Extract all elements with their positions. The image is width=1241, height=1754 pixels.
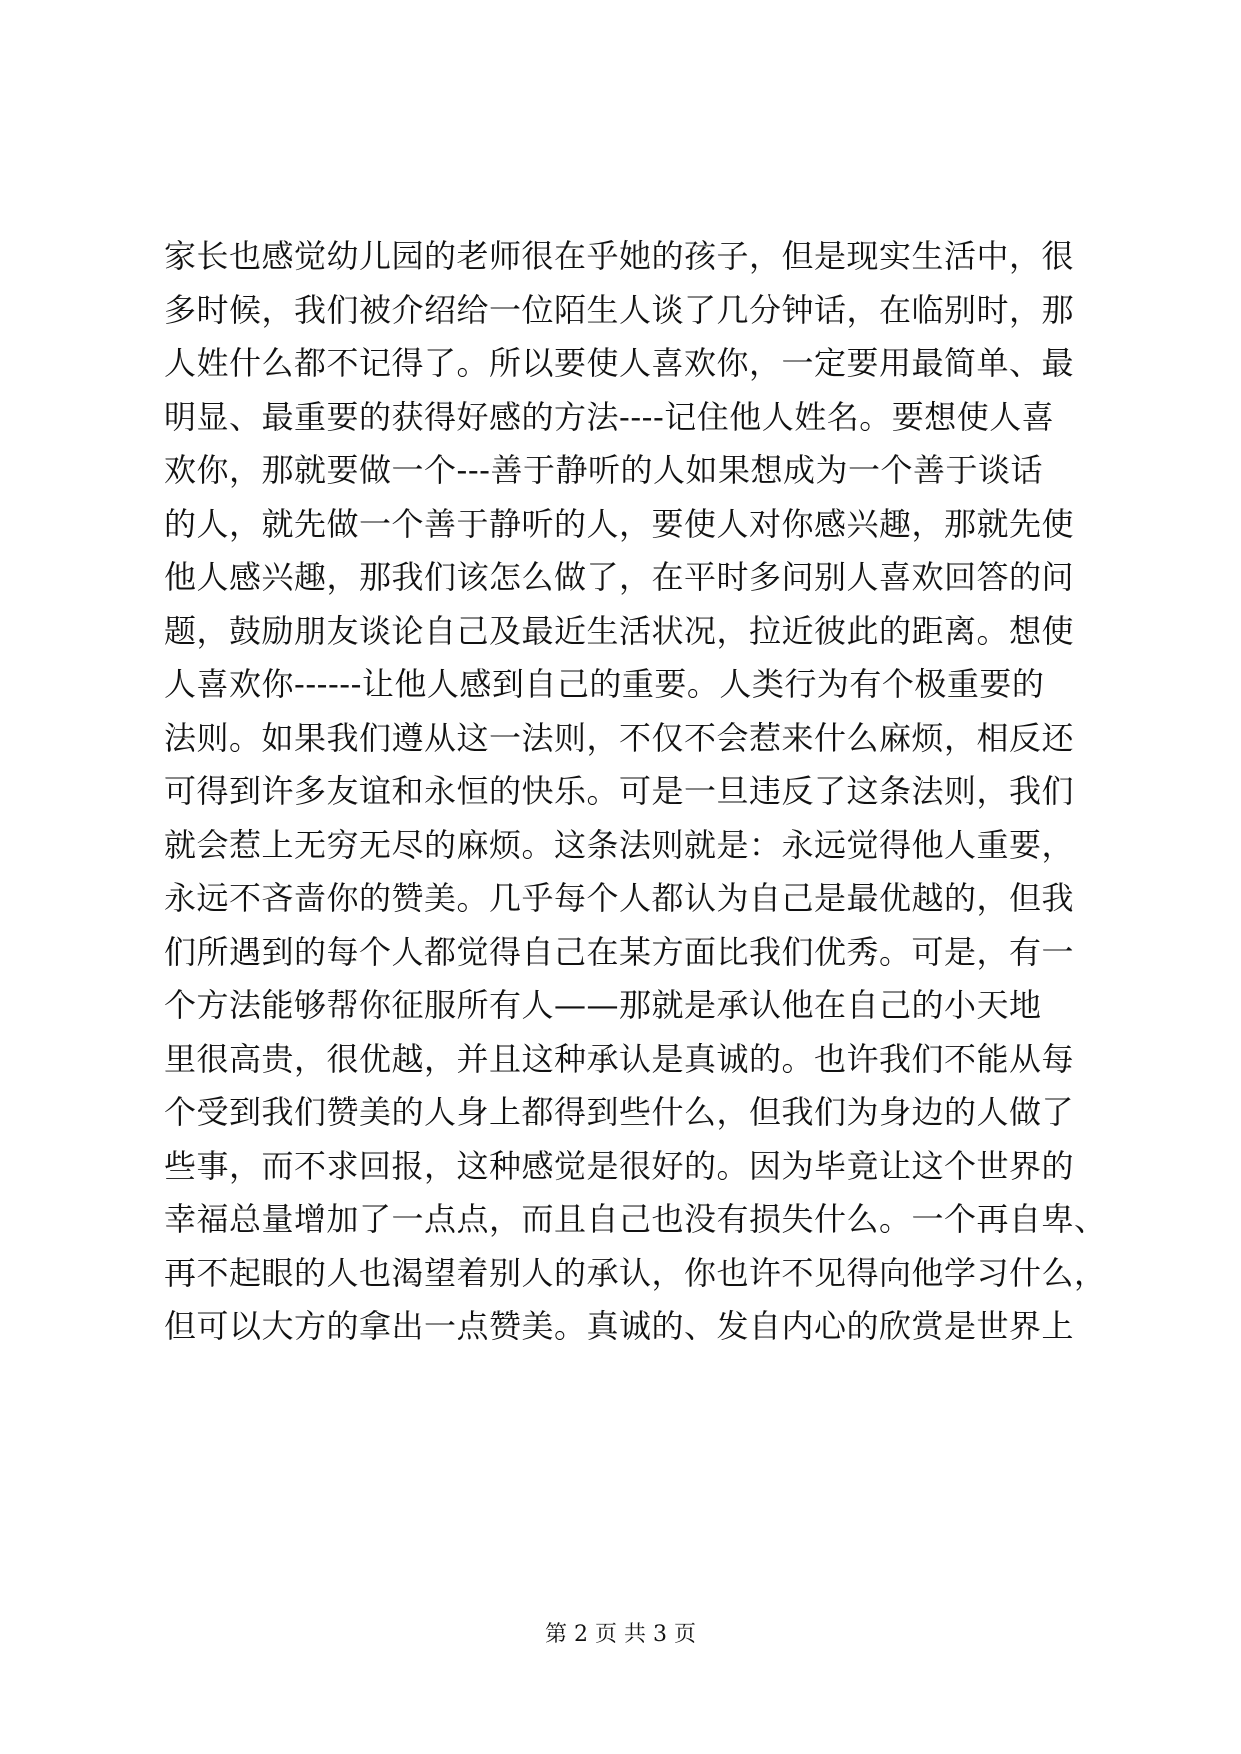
text-line: 法则。如果我们遵从这一法则，不仅不会惹来什么麻烦，相反还: [164, 718, 1075, 757]
text-line: 家长也感觉幼儿园的老师很在乎她的孩子，但是现实生活中，很: [164, 237, 1075, 275]
page-footer: [0, 1620, 1241, 1650]
text-line: 幸福总量增加了一点点，而且自己也没有损失什么。一个再自卑、: [164, 1200, 1107, 1238]
text-line: 明显、最重要的获得好感的方法----记住他人姓名。要想使人喜: [164, 397, 1055, 436]
text-line: 就会惹上无穷无尽的麻烦。这条法则就是：永远觉得他人重要，: [164, 825, 1075, 864]
page-number: 第 2 页 共 3 页: [545, 1622, 696, 1647]
text-line: 多时候，我们被介绍给一位陌生人谈了几分钟话，在临别时，那: [164, 290, 1075, 329]
text-line: 的人，就先做一个善于静听的人，要使人对你感兴趣，那就先使: [164, 504, 1075, 543]
text-line: 们所遇到的每个人都觉得自己在某方面比我们优秀。可是，有一: [164, 932, 1075, 971]
text-line: 他人感兴趣，那我们该怎么做了，在平时多问别人喜欢回答的问: [164, 558, 1075, 596]
text-line: 可得到许多友谊和永恒的快乐。可是一旦违反了这条法则，我们: [164, 772, 1075, 810]
text-line: 个受到我们赞美的人身上都得到些什么，但我们为身边的人做了: [164, 1093, 1075, 1131]
text-line: 永远不吝啬你的赞美。几乎每个人都认为自己是最优越的，但我: [164, 879, 1075, 917]
text-line: 个方法能够帮你征服所有人——那就是承认他在自己的小天地: [164, 986, 1042, 1024]
text-line: 人喜欢你------让他人感到自己的重要。人类行为有个极重要的: [164, 665, 1045, 703]
text-line: 题，鼓励朋友谈论自己及最近生活状况，拉近彼此的距离。想使: [164, 611, 1075, 650]
text-line: 些事，而不求回报，这种感觉是很好的。因为毕竟让这个世界的: [164, 1146, 1075, 1185]
text-line: 再不起眼的人也渴望着别人的承认，你也许不见得向他学习什么，: [164, 1253, 1107, 1292]
text-line: 人姓什么都不记得了。所以要使人喜欢你，一定要用最简单、最: [164, 344, 1075, 382]
text-line: 里很高贵，很优越，并且这种承认是真诚的。也许我们不能从每: [164, 1039, 1075, 1078]
text-line: 但可以大方的拿出一点赞美。真诚的、发自内心的欣赏是世界上: [164, 1307, 1075, 1345]
body-text: [164, 230, 1107, 1354]
text-line: 欢你，那就要做一个---善于静听的人如果想成为一个善于谈话: [164, 451, 1043, 489]
